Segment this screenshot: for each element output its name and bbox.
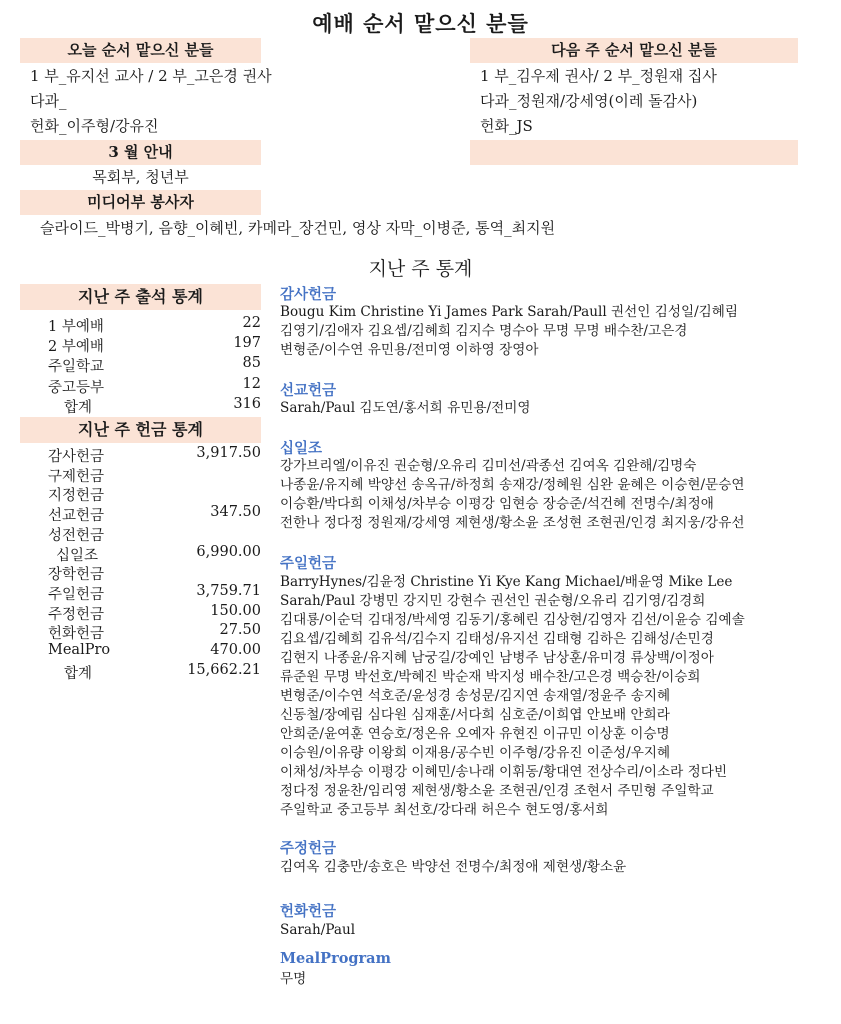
tithe-line: 이승환/박다희 이채성/차부승 이평강 임현승 장승준/석건혜 전명수/최정애 bbox=[280, 496, 714, 512]
offering-row-label: 주정헌금 bbox=[48, 606, 105, 623]
tithe-line: 강가브리엘/이유진 권순형/오유리 김미선/곽종선 김여옥 김완해/김명숙 bbox=[280, 458, 697, 474]
meal-line: 무명 bbox=[280, 971, 307, 987]
sunday-line: 이승원/이유량 이왕희 이재용/공수빈 이주형/강유진 이준성/우지혜 bbox=[280, 745, 671, 761]
sunday-line: 안희준/윤여훈 연승호/정온유 오예자 유현진 이규민 이상훈 이승명 bbox=[280, 726, 670, 742]
offering-row-value: 3,759.71 bbox=[196, 582, 261, 599]
offering-row-label: 구제헌금 bbox=[48, 468, 105, 485]
offering-row-label: 선교헌금 bbox=[48, 508, 105, 525]
sunday-line: 김요셉/김혜희 김유석/김수지 김태성/유지선 김태형 김하은 김해성/손민경 bbox=[280, 631, 714, 647]
page-title: 예배 순서 맡으신 분들 bbox=[312, 11, 529, 36]
sunday-line: 정다정 정윤찬/임리영 제현생/황소윤 조현권/인경 조현서 주민형 주일학교 bbox=[280, 783, 714, 799]
attendance-row-value: 22 bbox=[242, 315, 261, 331]
march-text: 목회부, 청년부 bbox=[92, 168, 189, 186]
thanks-line: 변형준/이수연 유민용/전미영 이하영 장영아 bbox=[280, 342, 539, 358]
attendance-row-label: 중고등부 bbox=[48, 379, 105, 396]
offering-row-label: 합계 bbox=[64, 665, 93, 682]
offering-row-value: 470.00 bbox=[210, 642, 261, 658]
sunday-line: 류준원 무명 박선호/박혜진 박순재 박지성 배수찬/고은경 백승찬/이승희 bbox=[280, 669, 701, 685]
media-heading: 미디어부 봉사자 bbox=[20, 190, 261, 215]
flower-names bbox=[280, 921, 355, 940]
flower-line: Sarah/Paul bbox=[280, 922, 356, 938]
mission-names bbox=[280, 399, 530, 418]
today-line-1: 1 부_유지선 교사 / 2 부_고은경 권사 bbox=[30, 67, 272, 85]
offering-stats-heading: 지난 주 헌금 통계 bbox=[20, 417, 261, 443]
offering-row-value: 6,990.00 bbox=[196, 543, 261, 560]
offering-row-value: 15,662.21 bbox=[187, 661, 261, 678]
tithe-title: 십일조 bbox=[280, 440, 323, 457]
offering-row-value: 3,917.50 bbox=[196, 445, 261, 461]
attendance-row-value: 85 bbox=[242, 355, 261, 372]
attendance-heading: 지난 주 출석 통계 bbox=[20, 284, 261, 310]
flower-title: 헌화헌금 bbox=[280, 903, 337, 920]
offering-row-value: 150.00 bbox=[210, 602, 261, 619]
sunday-line: 주일학교 중고등부 최선호/강다래 허은수 현도영/홍서희 bbox=[280, 802, 609, 818]
offering-row-label: 장학헌금 bbox=[48, 567, 105, 584]
offering-row-label: 감사헌금 bbox=[48, 449, 105, 465]
sunday-line: 김현지 나종윤/유지혜 남궁길/강예인 남병주 남상훈/유미경 류상백/이정아 bbox=[280, 650, 714, 666]
offering-row-label: 지정헌금 bbox=[48, 488, 105, 505]
attendance-row-label: 주일학교 bbox=[48, 359, 105, 376]
thanks-title: 감사헌금 bbox=[280, 286, 337, 303]
juchung-names bbox=[280, 858, 626, 877]
march-heading: 3 월 안내 bbox=[20, 140, 261, 165]
tithe-line: 나종윤/유지혜 박양선 송옥규/하정희 송재강/정혜원 심완 윤혜은 이승현/문승연 bbox=[280, 477, 745, 493]
thanks-line: Bougu Kim Christine Yi James Park Sarah/Paull 권선인 김성일/김혜림 bbox=[280, 304, 739, 320]
sunday-line: BarryHynes/김윤정 Christine Yi Kye Kang Michael/배윤영 Mike Lee bbox=[280, 574, 733, 590]
thanks-names bbox=[280, 303, 738, 360]
next-week-heading: 다음 주 순서 맡으신 분들 bbox=[470, 38, 798, 63]
attendance-row-value: 197 bbox=[233, 335, 261, 352]
meal-title: MealProgram bbox=[280, 950, 391, 967]
tithe-line: 전한나 정다정 정원재/강세영 제현생/황소윤 조성현 조현권/인경 최지웅/강유선 bbox=[280, 515, 745, 531]
offering-row-label: MealPro bbox=[48, 642, 111, 658]
attendance-row-label: 합계 bbox=[64, 399, 93, 416]
offering-row-value: 27.50 bbox=[219, 622, 261, 639]
attendance-row-value: 316 bbox=[233, 395, 261, 412]
today-heading: 오늘 순서 맡으신 분들 bbox=[20, 38, 261, 63]
next-week-line-3: 헌화_JS bbox=[480, 117, 533, 135]
sunday-line: 이채성/차부승 이평강 이혜민/송나래 이휘동/황대연 전상수리/이소라 정다빈 bbox=[280, 764, 728, 780]
meal-names bbox=[280, 970, 306, 989]
sunday-title: 주일헌금 bbox=[280, 555, 337, 572]
mission-line: Sarah/Paul 김도연/홍서희 유민용/전미영 bbox=[280, 400, 531, 416]
mission-title: 선교헌금 bbox=[280, 382, 337, 399]
thanks-line: 김영기/김애자 김요셉/김혜희 김지수 명수아 무명 무명 배수찬/고은경 bbox=[280, 323, 688, 339]
offering-row-label: 헌화헌금 bbox=[48, 626, 105, 643]
sunday-line: 변형준/이수연 석호준/윤성경 송성문/김지연 송재열/정윤주 송지혜 bbox=[280, 688, 671, 704]
sunday-line: 김대룡/이순덕 김대정/박세영 김동기/홍혜린 김상현/김영자 김선/이윤승 김예솔 bbox=[280, 612, 745, 628]
next-week-line-2: 다과_정원재/강세영(이레 돌감사) bbox=[480, 92, 698, 110]
stats-heading: 지난 주 통계 bbox=[368, 258, 473, 280]
attendance-row-label: 2 부예배 bbox=[48, 339, 104, 356]
offering-row-label: 십일조 bbox=[56, 547, 99, 564]
offering-row-value: 347.50 bbox=[210, 504, 261, 521]
offering-row-label: 성전헌금 bbox=[48, 527, 105, 544]
today-line-3: 헌화_이주형/강유진 bbox=[30, 117, 159, 135]
attendance-row-label: 1 부예배 bbox=[48, 319, 104, 335]
sunday-line: Sarah/Paul 강병민 강지민 강현수 권선인 권순형/오유리 김기영/김경희 bbox=[280, 593, 706, 609]
today-line-2: 다과_ bbox=[30, 92, 67, 110]
offering-row-label: 주일헌금 bbox=[48, 586, 105, 603]
attendance-row-value: 12 bbox=[242, 375, 261, 392]
tithe-names bbox=[280, 457, 744, 533]
sunday-names bbox=[280, 573, 745, 820]
juchung-title: 주정헌금 bbox=[280, 840, 337, 857]
media-text: 슬라이드_박병기, 음향_이혜빈, 카메라_장건민, 영상 자막_이병준, 통역_최지원 bbox=[40, 219, 556, 237]
next-week-line-1: 1 부_김우제 권사/ 2 부_정원재 집사 bbox=[480, 67, 717, 85]
next-week-empty-band bbox=[470, 140, 798, 165]
sunday-line: 신동철/장예림 심다원 심재훈/서다희 심호준/이희엽 안보배 안희라 bbox=[280, 707, 670, 723]
juchung-line: 김여옥 김충만/송호은 박양선 전명수/최정애 제현생/황소윤 bbox=[280, 859, 627, 875]
